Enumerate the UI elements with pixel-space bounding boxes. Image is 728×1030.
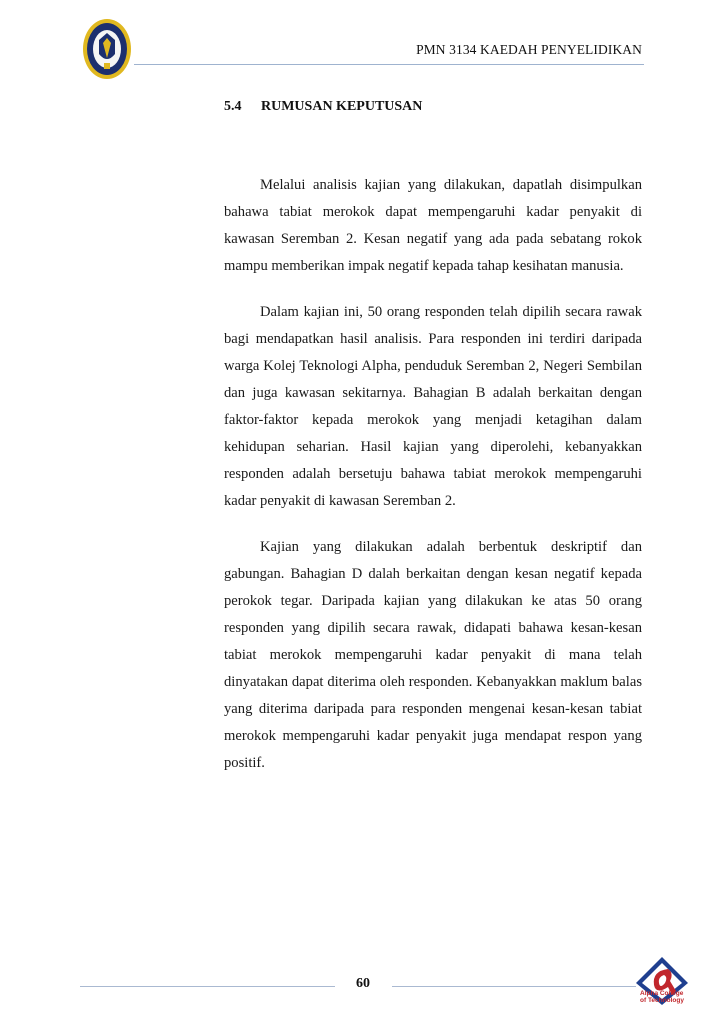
section-title: RUMUSAN KEPUTUSAN	[261, 99, 423, 114]
paragraph: Dalam kajian ini, 50 orang responden telah dipilih secara rawak bagi mendapatkan hasil analisis. Para responden ini terdiri daripada warga Kolej Teknologi Alpha, penduduk Seremban 2, Negeri Sembilan dan juga kawasan sekitarnya. Bahagian B adalah berkaitan dengan faktor-faktor kepada merokok yang menjadi ketagihan dalam kehidupan seharian. Hasil kajian yang diperolehi, kebanyakkan responden adalah bersetuju bahawa tabiat merokok mempengaruhi kadar penyakit di kawasan Seremban 2.	[224, 304, 642, 509]
footer-logo-text	[640, 990, 696, 1004]
section-number: 5.4	[224, 99, 242, 114]
footer-rule-right	[392, 986, 636, 987]
body-text	[224, 172, 642, 796]
logo-line: Alpha College	[640, 990, 684, 997]
section-heading	[224, 99, 422, 115]
paragraph: Kajian yang dilakukan adalah berbentuk deskriptif dan gabungan. Bahagian D dalah berkaitan dengan kesan negatif kepada perokok tegar. Daripada kajian yang dilakukan ke atas 50 orang responden yang dipilih secara rawak, didapati bahawa kesan-kesan tabiat merokok mempengaruhi kadar penyakit di mana telah dinyatakan dapat diterima oleh responden. Kebanyakkan maklum balas yang diterima daripada para responden mengenai kesan-kesan tabiat merokok mempengaruhi kadar penyakit juga mendapat respon yang positif.	[224, 539, 642, 771]
header-rule	[134, 64, 644, 65]
university-crest-icon	[82, 18, 132, 80]
logo-line: of Technology	[640, 997, 684, 1004]
page-number: 60	[356, 976, 370, 991]
footer-rule-left	[80, 986, 335, 987]
paragraph: Melalui analisis kajian yang dilakukan, dapatlah disimpulkan bahawa tabiat merokok dapat mempengaruhi kadar penyakit di kawasan Seremban 2. Kesan negatif yang ada pada sebatang rokok mampu memberikan impak negatif kepada tahap kesihatan manusia.	[224, 177, 642, 274]
header-title: PMN 3134 KAEDAH PENYELIDIKAN	[416, 42, 642, 57]
